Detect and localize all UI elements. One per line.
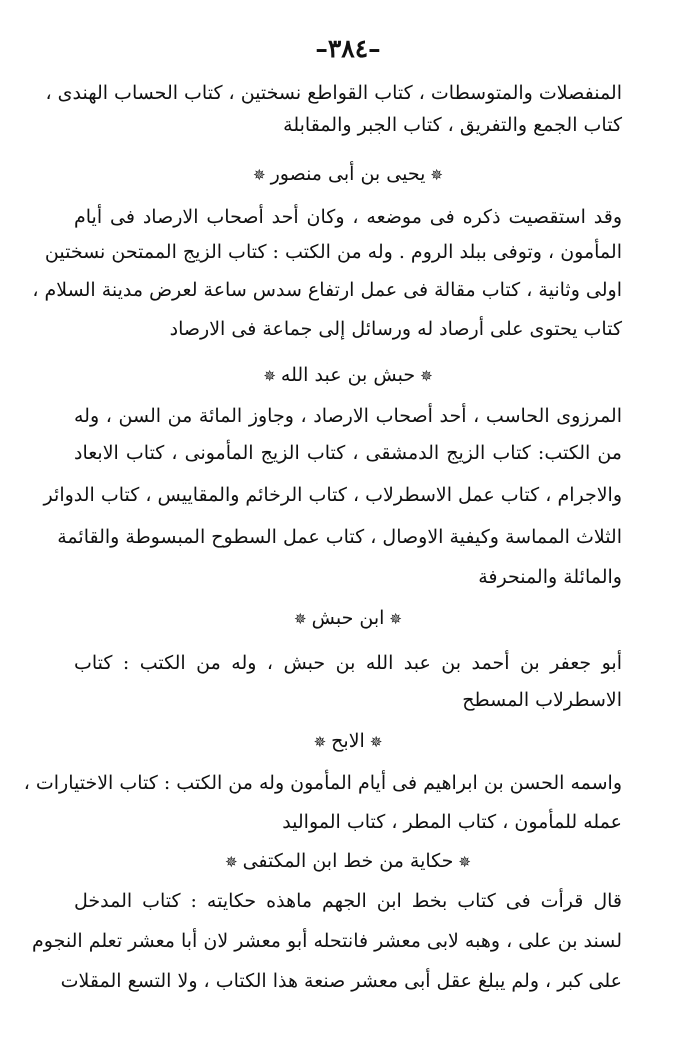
ornament-icon: ✵ bbox=[458, 852, 471, 871]
ornament-icon: ✵ bbox=[430, 165, 443, 184]
ornament-icon: ✵ bbox=[420, 366, 433, 385]
ornament-icon: ✵ bbox=[389, 609, 402, 628]
ornament-icon: ✵ bbox=[369, 732, 383, 751]
text-line: لسند بن على ، وهبه لابى معشر فانتحله أبو معشر لان أبا معشر تعلم النجوم bbox=[32, 930, 622, 952]
text-line: الاسطرلاب المسطح bbox=[462, 689, 622, 711]
section-heading bbox=[0, 603, 696, 633]
ornament-icon: ✵ bbox=[225, 852, 238, 871]
text-line: عمله للمأمون ، كتاب المطر ، كتاب المواليد bbox=[282, 811, 622, 833]
section-heading-text: حبش بن عبد الله bbox=[280, 364, 416, 386]
text-line: المرزوى الحاسب ، أحد أصحاب الارصاد ، وجاوز المائة من السن ، وله bbox=[74, 405, 622, 427]
page-number: –٣٨٤– bbox=[315, 34, 381, 63]
ornament-icon: ✵ bbox=[294, 609, 307, 628]
text-line: المأمون ، وتوفى ببلد الروم . وله من الكتب : كتاب الزيج الممتحن نسختين bbox=[44, 241, 622, 263]
section-heading-text: يحيى بن أبى منصور bbox=[270, 163, 426, 185]
text-line: والاجرام ، كتاب عمل الاسطرلاب ، كتاب الرخائم والمقاييس ، كتاب الدوائر bbox=[43, 484, 622, 506]
section-heading-text: الابح bbox=[331, 730, 365, 752]
ornament-icon: ✵ bbox=[253, 165, 266, 184]
text-line: كتاب الجمع والتفريق ، كتاب الجبر والمقابلة bbox=[283, 114, 622, 136]
ornament-icon: ✵ bbox=[263, 366, 276, 385]
section-heading bbox=[0, 726, 696, 756]
section-heading-text: ابن حبش bbox=[311, 607, 385, 629]
text-line: قال قرأت فى كتاب بخط ابن الجهم ماهذه حكايته : كتاب المدخل bbox=[74, 890, 622, 912]
ornament-icon: ✵ bbox=[313, 732, 327, 751]
text-line: والمائلة والمنحرفة bbox=[478, 566, 622, 588]
text-line: اولى وثانية ، كتاب مقالة فى عمل ارتفاع سدس ساعة لعرض مدينة السلام ، bbox=[32, 279, 622, 301]
text-line: الثلاث المماسة وكيفية الاوصال ، كتاب عمل السطوح المبسوطة والقائمة bbox=[57, 526, 622, 548]
text-line: واسمه الحسن بن ابراهيم فى أيام المأمون وله من الكتب : كتاب الاختيارات ، bbox=[23, 772, 622, 794]
text-line: كتاب يحتوى على أرصاد له ورسائل إلى جماعة فى الارصاد bbox=[169, 318, 622, 340]
text-line: على كبر ، ولم يبلغ عقل أبى معشر صنعة هذا الكتاب ، ولا التسع المقلات bbox=[60, 970, 622, 992]
section-heading-text: حكاية من خط ابن المكتفى bbox=[242, 850, 454, 872]
section-heading bbox=[0, 159, 696, 189]
text-line: أبو جعفر بن أحمد بن عبد الله بن حبش ، وله من الكتب : كتاب bbox=[74, 652, 622, 674]
text-line: من الكتب: كتاب الزيج الدمشقى ، كتاب الزيج المأمونى ، كتاب الابعاد bbox=[74, 442, 622, 464]
text-line: وقد استقصيت ذكره فى موضعه ، وكان أحد أصحاب الارصاد فى أيام bbox=[74, 206, 622, 228]
section-heading bbox=[0, 846, 696, 876]
text-line: المنفصلات والمتوسطات ، كتاب القواطع نسختين ، كتاب الحساب الهندى ، bbox=[45, 82, 622, 104]
section-heading bbox=[0, 360, 696, 390]
